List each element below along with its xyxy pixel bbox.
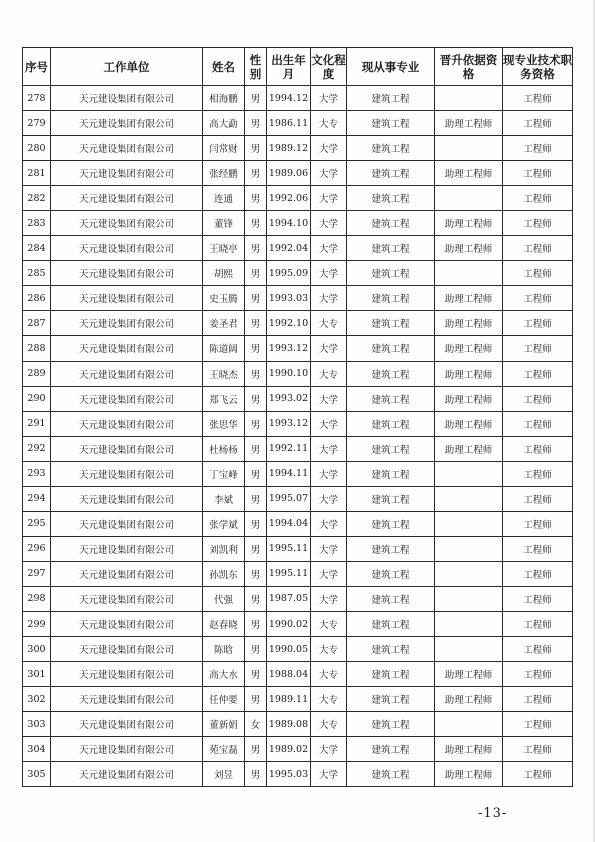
table-row bbox=[23, 136, 573, 161]
page-number: -13- bbox=[478, 806, 508, 821]
cell-basis: 助理工程师 bbox=[435, 336, 503, 361]
cell-name: 李斌 bbox=[203, 486, 245, 511]
cell-gender: 男 bbox=[245, 211, 267, 236]
cell-unit: 天元建设集团有限公司 bbox=[51, 336, 203, 361]
cell-major: 建筑工程 bbox=[347, 436, 435, 461]
cell-birth: 1995.09 bbox=[267, 261, 311, 286]
cell-basis: 助理工程师 bbox=[435, 236, 503, 261]
cell-education: 大专 bbox=[311, 662, 347, 687]
table-row bbox=[23, 536, 573, 561]
cell-qualification: 工程师 bbox=[503, 111, 573, 136]
cell-name: 张思华 bbox=[203, 411, 245, 436]
cell-birth: 1989.11 bbox=[267, 687, 311, 712]
cell-basis: 助理工程师 bbox=[435, 662, 503, 687]
cell-gender: 男 bbox=[245, 662, 267, 687]
cell-education: 大学 bbox=[311, 386, 347, 411]
cell-qualification: 工程师 bbox=[503, 336, 573, 361]
cell-seq: 294 bbox=[23, 486, 51, 511]
cell-qualification: 工程师 bbox=[503, 511, 573, 536]
cell-qualification: 工程师 bbox=[503, 461, 573, 486]
cell-qualification: 工程师 bbox=[503, 286, 573, 311]
table-row bbox=[23, 712, 573, 737]
table-row bbox=[23, 336, 573, 361]
cell-unit: 天元建设集团有限公司 bbox=[51, 386, 203, 411]
table-row bbox=[23, 561, 573, 586]
cell-basis bbox=[435, 461, 503, 486]
cell-name: 陈晗 bbox=[203, 637, 245, 662]
cell-basis: 助理工程师 bbox=[435, 161, 503, 186]
cell-unit: 天元建设集团有限公司 bbox=[51, 236, 203, 261]
cell-birth: 1989.02 bbox=[267, 737, 311, 762]
cell-major: 建筑工程 bbox=[347, 186, 435, 211]
cell-major: 建筑工程 bbox=[347, 561, 435, 586]
cell-major: 建筑工程 bbox=[347, 586, 435, 611]
cell-major: 建筑工程 bbox=[347, 662, 435, 687]
cell-birth: 1994.04 bbox=[267, 511, 311, 536]
cell-birth: 1988.04 bbox=[267, 662, 311, 687]
cell-major: 建筑工程 bbox=[347, 286, 435, 311]
cell-birth: 1987.05 bbox=[267, 586, 311, 611]
cell-birth: 1992.11 bbox=[267, 436, 311, 461]
cell-education: 大学 bbox=[311, 211, 347, 236]
cell-name: 刘凯利 bbox=[203, 536, 245, 561]
cell-birth: 1994.10 bbox=[267, 211, 311, 236]
cell-gender: 男 bbox=[245, 536, 267, 561]
table-row bbox=[23, 111, 573, 136]
cell-major: 建筑工程 bbox=[347, 511, 435, 536]
cell-birth: 1995.07 bbox=[267, 486, 311, 511]
table-header-row bbox=[23, 48, 573, 86]
cell-education: 大学 bbox=[311, 136, 347, 161]
cell-gender: 男 bbox=[245, 411, 267, 436]
cell-birth: 1994.12 bbox=[267, 86, 311, 111]
cell-basis bbox=[435, 586, 503, 611]
cell-basis bbox=[435, 611, 503, 636]
cell-education: 大学 bbox=[311, 737, 347, 762]
cell-qualification: 工程师 bbox=[503, 586, 573, 611]
cell-unit: 天元建设集团有限公司 bbox=[51, 712, 203, 737]
cell-qualification: 工程师 bbox=[503, 386, 573, 411]
cell-education: 大学 bbox=[311, 436, 347, 461]
table-row bbox=[23, 436, 573, 461]
cell-gender: 男 bbox=[245, 436, 267, 461]
cell-gender: 男 bbox=[245, 161, 267, 186]
cell-major: 建筑工程 bbox=[347, 336, 435, 361]
cell-gender: 男 bbox=[245, 361, 267, 386]
table-row bbox=[23, 286, 573, 311]
cell-birth: 1990.10 bbox=[267, 361, 311, 386]
table-row bbox=[23, 361, 573, 386]
cell-seq: 301 bbox=[23, 662, 51, 687]
cell-qualification: 工程师 bbox=[503, 762, 573, 787]
cell-name: 张经鹏 bbox=[203, 161, 245, 186]
cell-birth: 1990.05 bbox=[267, 637, 311, 662]
table-row bbox=[23, 386, 573, 411]
cell-unit: 天元建设集团有限公司 bbox=[51, 461, 203, 486]
cell-basis bbox=[435, 637, 503, 662]
cell-unit: 天元建设集团有限公司 bbox=[51, 161, 203, 186]
cell-basis bbox=[435, 136, 503, 161]
cell-basis bbox=[435, 561, 503, 586]
cell-birth: 1989.08 bbox=[267, 712, 311, 737]
cell-seq: 290 bbox=[23, 386, 51, 411]
table-row bbox=[23, 461, 573, 486]
header-birth: 出生年月 bbox=[267, 48, 311, 86]
cell-name: 张学斌 bbox=[203, 511, 245, 536]
cell-education: 大学 bbox=[311, 561, 347, 586]
table-row bbox=[23, 186, 573, 211]
cell-unit: 天元建设集团有限公司 bbox=[51, 286, 203, 311]
cell-unit: 天元建设集团有限公司 bbox=[51, 86, 203, 111]
cell-education: 大学 bbox=[311, 236, 347, 261]
cell-name: 苑宝磊 bbox=[203, 737, 245, 762]
cell-name: 陈道阔 bbox=[203, 336, 245, 361]
cell-education: 大学 bbox=[311, 586, 347, 611]
cell-gender: 男 bbox=[245, 136, 267, 161]
table-row bbox=[23, 86, 573, 111]
cell-major: 建筑工程 bbox=[347, 461, 435, 486]
cell-major: 建筑工程 bbox=[347, 536, 435, 561]
cell-basis: 助理工程师 bbox=[435, 311, 503, 336]
cell-qualification: 工程师 bbox=[503, 712, 573, 737]
cell-major: 建筑工程 bbox=[347, 762, 435, 787]
cell-unit: 天元建设集团有限公司 bbox=[51, 737, 203, 762]
cell-seq: 292 bbox=[23, 436, 51, 461]
table-row bbox=[23, 311, 573, 336]
cell-name: 史玉腾 bbox=[203, 286, 245, 311]
cell-birth: 1993.02 bbox=[267, 386, 311, 411]
cell-gender: 男 bbox=[245, 186, 267, 211]
table-row bbox=[23, 511, 573, 536]
cell-qualification: 工程师 bbox=[503, 536, 573, 561]
table-row bbox=[23, 261, 573, 286]
cell-gender: 男 bbox=[245, 687, 267, 712]
cell-seq: 284 bbox=[23, 236, 51, 261]
cell-major: 建筑工程 bbox=[347, 637, 435, 662]
cell-qualification: 工程师 bbox=[503, 687, 573, 712]
cell-seq: 304 bbox=[23, 737, 51, 762]
cell-birth: 1989.06 bbox=[267, 161, 311, 186]
cell-unit: 天元建设集团有限公司 bbox=[51, 762, 203, 787]
cell-qualification: 工程师 bbox=[503, 136, 573, 161]
cell-major: 建筑工程 bbox=[347, 687, 435, 712]
cell-major: 建筑工程 bbox=[347, 261, 435, 286]
cell-education: 大专 bbox=[311, 111, 347, 136]
cell-gender: 男 bbox=[245, 486, 267, 511]
header-seq: 序号 bbox=[23, 48, 51, 86]
table-row bbox=[23, 611, 573, 636]
cell-qualification: 工程师 bbox=[503, 637, 573, 662]
cell-birth: 1989.12 bbox=[267, 136, 311, 161]
cell-gender: 男 bbox=[245, 511, 267, 536]
table-row bbox=[23, 586, 573, 611]
cell-education: 大专 bbox=[311, 311, 347, 336]
cell-qualification: 工程师 bbox=[503, 411, 573, 436]
cell-education: 大专 bbox=[311, 361, 347, 386]
cell-gender: 男 bbox=[245, 461, 267, 486]
cell-seq: 283 bbox=[23, 211, 51, 236]
cell-major: 建筑工程 bbox=[347, 161, 435, 186]
cell-seq: 305 bbox=[23, 762, 51, 787]
cell-name: 闫常财 bbox=[203, 136, 245, 161]
cell-seq: 297 bbox=[23, 561, 51, 586]
cell-qualification: 工程师 bbox=[503, 361, 573, 386]
cell-gender: 男 bbox=[245, 336, 267, 361]
cell-basis: 助理工程师 bbox=[435, 386, 503, 411]
cell-seq: 281 bbox=[23, 161, 51, 186]
cell-birth: 1986.11 bbox=[267, 111, 311, 136]
cell-basis bbox=[435, 186, 503, 211]
cell-seq: 289 bbox=[23, 361, 51, 386]
personnel-table bbox=[22, 47, 573, 787]
cell-basis bbox=[435, 712, 503, 737]
cell-education: 大学 bbox=[311, 486, 347, 511]
cell-unit: 天元建设集团有限公司 bbox=[51, 611, 203, 636]
cell-unit: 天元建设集团有限公司 bbox=[51, 637, 203, 662]
cell-seq: 299 bbox=[23, 611, 51, 636]
cell-seq: 302 bbox=[23, 687, 51, 712]
cell-gender: 男 bbox=[245, 386, 267, 411]
cell-unit: 天元建设集团有限公司 bbox=[51, 411, 203, 436]
header-education: 文化程度 bbox=[311, 48, 347, 86]
cell-unit: 天元建设集团有限公司 bbox=[51, 211, 203, 236]
cell-gender: 男 bbox=[245, 86, 267, 111]
cell-qualification: 工程师 bbox=[503, 311, 573, 336]
cell-name: 董锋 bbox=[203, 211, 245, 236]
cell-birth: 1995.11 bbox=[267, 561, 311, 586]
cell-name: 杜杨杨 bbox=[203, 436, 245, 461]
cell-basis bbox=[435, 486, 503, 511]
table-row bbox=[23, 637, 573, 662]
cell-birth: 1992.04 bbox=[267, 236, 311, 261]
cell-unit: 天元建设集团有限公司 bbox=[51, 186, 203, 211]
cell-major: 建筑工程 bbox=[347, 737, 435, 762]
cell-birth: 1993.12 bbox=[267, 411, 311, 436]
table-row bbox=[23, 161, 573, 186]
cell-gender: 男 bbox=[245, 737, 267, 762]
cell-major: 建筑工程 bbox=[347, 411, 435, 436]
cell-major: 建筑工程 bbox=[347, 236, 435, 261]
cell-major: 建筑工程 bbox=[347, 311, 435, 336]
cell-gender: 男 bbox=[245, 611, 267, 636]
cell-gender: 男 bbox=[245, 586, 267, 611]
cell-education: 大专 bbox=[311, 687, 347, 712]
cell-unit: 天元建设集团有限公司 bbox=[51, 486, 203, 511]
cell-birth: 1993.03 bbox=[267, 286, 311, 311]
cell-qualification: 工程师 bbox=[503, 611, 573, 636]
cell-unit: 天元建设集团有限公司 bbox=[51, 561, 203, 586]
cell-qualification: 工程师 bbox=[503, 161, 573, 186]
cell-major: 建筑工程 bbox=[347, 136, 435, 161]
cell-seq: 285 bbox=[23, 261, 51, 286]
table-row bbox=[23, 687, 573, 712]
cell-education: 大学 bbox=[311, 261, 347, 286]
cell-education: 大专 bbox=[311, 611, 347, 636]
cell-seq: 300 bbox=[23, 637, 51, 662]
cell-name: 代强 bbox=[203, 586, 245, 611]
cell-education: 大学 bbox=[311, 536, 347, 561]
table-row bbox=[23, 411, 573, 436]
cell-birth: 1992.06 bbox=[267, 186, 311, 211]
cell-birth: 1990.02 bbox=[267, 611, 311, 636]
cell-name: 任仲要 bbox=[203, 687, 245, 712]
cell-basis: 助理工程师 bbox=[435, 436, 503, 461]
table-row bbox=[23, 737, 573, 762]
cell-birth: 1992.10 bbox=[267, 311, 311, 336]
cell-basis: 助理工程师 bbox=[435, 737, 503, 762]
cell-gender: 男 bbox=[245, 762, 267, 787]
cell-seq: 279 bbox=[23, 111, 51, 136]
cell-name: 连通 bbox=[203, 186, 245, 211]
cell-name: 孙凯东 bbox=[203, 561, 245, 586]
cell-education: 大学 bbox=[311, 336, 347, 361]
cell-education: 大学 bbox=[311, 411, 347, 436]
cell-qualification: 工程师 bbox=[503, 211, 573, 236]
cell-unit: 天元建设集团有限公司 bbox=[51, 662, 203, 687]
cell-gender: 女 bbox=[245, 712, 267, 737]
cell-name: 董新娟 bbox=[203, 712, 245, 737]
cell-birth: 1995.11 bbox=[267, 536, 311, 561]
cell-basis bbox=[435, 86, 503, 111]
cell-major: 建筑工程 bbox=[347, 361, 435, 386]
cell-gender: 男 bbox=[245, 236, 267, 261]
cell-seq: 296 bbox=[23, 536, 51, 561]
cell-education: 大学 bbox=[311, 286, 347, 311]
cell-name: 高大勐 bbox=[203, 111, 245, 136]
cell-gender: 男 bbox=[245, 286, 267, 311]
cell-basis bbox=[435, 536, 503, 561]
table-row bbox=[23, 662, 573, 687]
cell-major: 建筑工程 bbox=[347, 386, 435, 411]
cell-major: 建筑工程 bbox=[347, 86, 435, 111]
cell-seq: 278 bbox=[23, 86, 51, 111]
cell-name: 姜圣君 bbox=[203, 311, 245, 336]
cell-name: 高大水 bbox=[203, 662, 245, 687]
cell-seq: 298 bbox=[23, 586, 51, 611]
header-gender: 性别 bbox=[245, 48, 267, 86]
cell-education: 大学 bbox=[311, 511, 347, 536]
cell-unit: 天元建设集团有限公司 bbox=[51, 436, 203, 461]
cell-major: 建筑工程 bbox=[347, 211, 435, 236]
cell-basis: 助理工程师 bbox=[435, 361, 503, 386]
header-unit: 工作单位 bbox=[51, 48, 203, 86]
cell-seq: 286 bbox=[23, 286, 51, 311]
cell-unit: 天元建设集团有限公司 bbox=[51, 511, 203, 536]
cell-basis bbox=[435, 261, 503, 286]
cell-unit: 天元建设集团有限公司 bbox=[51, 261, 203, 286]
cell-gender: 男 bbox=[245, 561, 267, 586]
cell-name: 胡熙 bbox=[203, 261, 245, 286]
cell-unit: 天元建设集团有限公司 bbox=[51, 311, 203, 336]
header-major: 现从事专业 bbox=[347, 48, 435, 86]
cell-education: 大专 bbox=[311, 637, 347, 662]
cell-name: 相海鹏 bbox=[203, 86, 245, 111]
cell-basis: 助理工程师 bbox=[435, 687, 503, 712]
cell-name: 王晓亭 bbox=[203, 236, 245, 261]
cell-name: 赵春晓 bbox=[203, 611, 245, 636]
cell-basis: 助理工程师 bbox=[435, 411, 503, 436]
cell-seq: 295 bbox=[23, 511, 51, 536]
cell-seq: 303 bbox=[23, 712, 51, 737]
header-basis: 晋升依据资格 bbox=[435, 48, 503, 86]
cell-seq: 293 bbox=[23, 461, 51, 486]
cell-name: 王晓杰 bbox=[203, 361, 245, 386]
cell-basis: 助理工程师 bbox=[435, 762, 503, 787]
cell-seq: 282 bbox=[23, 186, 51, 211]
cell-unit: 天元建设集团有限公司 bbox=[51, 361, 203, 386]
cell-basis bbox=[435, 511, 503, 536]
cell-education: 大学 bbox=[311, 186, 347, 211]
table-body bbox=[23, 86, 573, 787]
cell-basis: 助理工程师 bbox=[435, 111, 503, 136]
cell-major: 建筑工程 bbox=[347, 611, 435, 636]
cell-seq: 288 bbox=[23, 336, 51, 361]
cell-name: 郑飞云 bbox=[203, 386, 245, 411]
cell-seq: 287 bbox=[23, 311, 51, 336]
cell-gender: 男 bbox=[245, 111, 267, 136]
cell-birth: 1993.12 bbox=[267, 336, 311, 361]
cell-qualification: 工程师 bbox=[503, 186, 573, 211]
cell-basis: 助理工程师 bbox=[435, 286, 503, 311]
cell-unit: 天元建设集团有限公司 bbox=[51, 586, 203, 611]
cell-qualification: 工程师 bbox=[503, 261, 573, 286]
cell-name: 刘昱 bbox=[203, 762, 245, 787]
cell-unit: 天元建设集团有限公司 bbox=[51, 687, 203, 712]
header-name: 姓名 bbox=[203, 48, 245, 86]
cell-qualification: 工程师 bbox=[503, 662, 573, 687]
cell-qualification: 工程师 bbox=[503, 436, 573, 461]
cell-seq: 280 bbox=[23, 136, 51, 161]
cell-education: 大专 bbox=[311, 712, 347, 737]
cell-birth: 1994.11 bbox=[267, 461, 311, 486]
cell-gender: 男 bbox=[245, 311, 267, 336]
cell-basis: 助理工程师 bbox=[435, 211, 503, 236]
cell-education: 大学 bbox=[311, 161, 347, 186]
cell-major: 建筑工程 bbox=[347, 486, 435, 511]
cell-education: 大学 bbox=[311, 461, 347, 486]
cell-qualification: 工程师 bbox=[503, 737, 573, 762]
cell-unit: 天元建设集团有限公司 bbox=[51, 536, 203, 561]
table-row bbox=[23, 762, 573, 787]
cell-unit: 天元建设集团有限公司 bbox=[51, 111, 203, 136]
cell-gender: 男 bbox=[245, 261, 267, 286]
cell-education: 大学 bbox=[311, 86, 347, 111]
cell-major: 建筑工程 bbox=[347, 712, 435, 737]
table-row bbox=[23, 211, 573, 236]
cell-qualification: 工程师 bbox=[503, 236, 573, 261]
cell-major: 建筑工程 bbox=[347, 111, 435, 136]
cell-birth: 1995.03 bbox=[267, 762, 311, 787]
cell-qualification: 工程师 bbox=[503, 486, 573, 511]
header-qualification: 现专业技术职务资格 bbox=[503, 48, 573, 86]
cell-gender: 男 bbox=[245, 637, 267, 662]
cell-education: 大学 bbox=[311, 762, 347, 787]
table-row bbox=[23, 486, 573, 511]
cell-qualification: 工程师 bbox=[503, 86, 573, 111]
cell-qualification: 工程师 bbox=[503, 561, 573, 586]
table-row bbox=[23, 236, 573, 261]
cell-unit: 天元建设集团有限公司 bbox=[51, 136, 203, 161]
cell-seq: 291 bbox=[23, 411, 51, 436]
cell-name: 丁宝峰 bbox=[203, 461, 245, 486]
